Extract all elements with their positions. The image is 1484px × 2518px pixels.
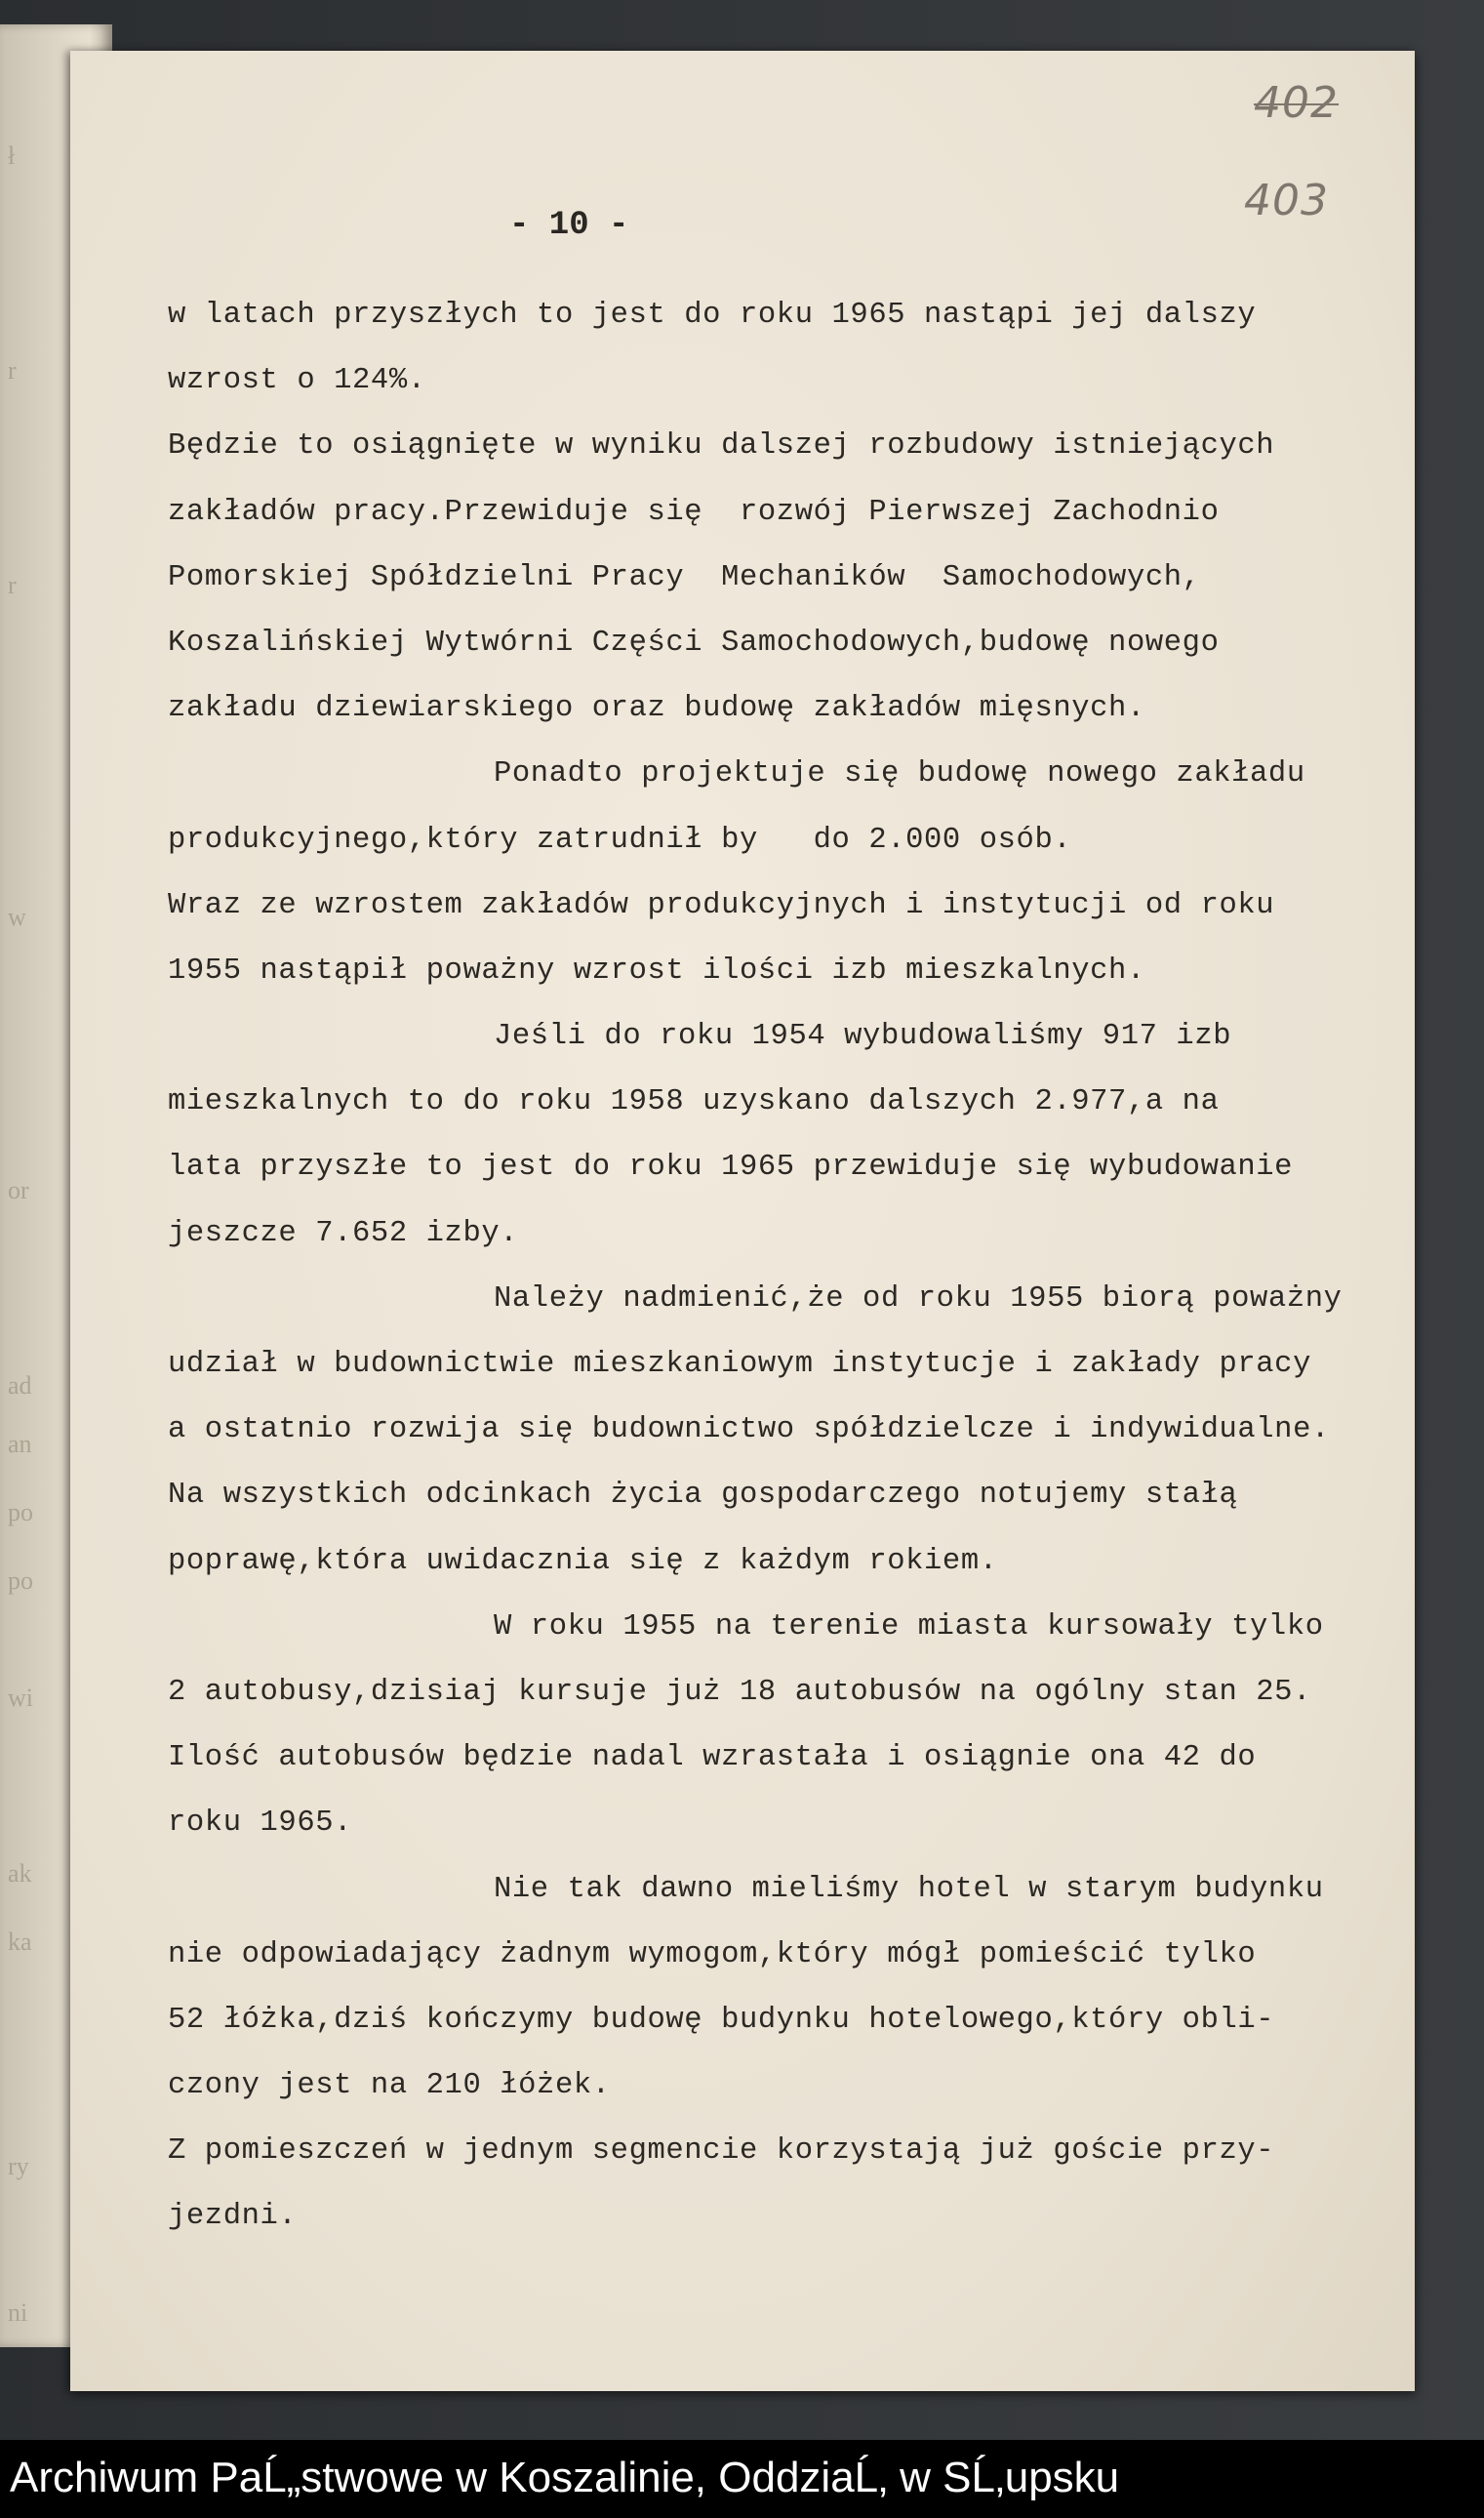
text-line: Wraz ze wzrostem zakładów produkcyjnych i instytucji od roku (168, 888, 1275, 922)
text-line: lata przyszłe to jest do roku 1965 przewiduje się wybudowanie (168, 1151, 1294, 1185)
text-line: Będzie to osiągnięte w wyniku dalszej rozbudowy istniejących (168, 429, 1275, 464)
adjacent-page-bleed: ł r r w or ad an po po wi ak ka ry ni (8, 142, 33, 2327)
text-line: jezdni. (168, 2200, 298, 2234)
text-line: W roku 1955 na terenie miasta kursowały tylko (494, 1609, 1324, 1644)
text-line: Koszalińskiej Wytwórni Części Samochodowych,budowę nowego (168, 626, 1220, 660)
text-line: poprawę,która uwidacznia się z każdym rokiem. (168, 1544, 998, 1578)
archive-caption: Archiwum PaĹ„stwowe w Koszalinie, OddziaĹ‚ w SĹ‚upsku (10, 2454, 1120, 2501)
text-line: 52 łóżka,dziś kończymy budowę budynku hotelowego,który obli- (168, 2003, 1275, 2037)
text-line: a ostatnio rozwija się budownictwo spółdzielcze i indywidualne. (168, 1413, 1330, 1447)
text-line: Ponadto projektuje się budowę nowego zakładu (494, 757, 1305, 792)
text-line: zakładów pracy.Przewiduje się rozwój Pierwszej Zachodnio (168, 495, 1220, 529)
text-line: Z pomieszczeń w jednym segmencie korzystają już goście przy- (168, 2134, 1275, 2169)
text-line: Pomorskiej Spółdzielni Pracy Mechaników Samochodowych, (168, 560, 1201, 594)
text-line: jeszcze 7.652 izby. (168, 1216, 519, 1250)
text-line: czony jest na 210 łóżek. (168, 2069, 611, 2103)
text-line: w latach przyszłych to jest do roku 1965 nastąpi jej dalszy (168, 299, 1257, 332)
text-line: roku 1965. (168, 1807, 353, 1841)
text-line: wzrost o 124%. (168, 364, 426, 398)
text-line: Ilość autobusów będzie nadal wzrastała i osiągnie ona 42 do (168, 1741, 1257, 1775)
document-page (70, 51, 1415, 2391)
text-line: 2 autobusy,dzisiaj kursuje już 18 autobusów na ogólny stan 25. (168, 1675, 1311, 1709)
folio-number-struck: 402 (1254, 78, 1339, 128)
text-line: Nie tak dawno mieliśmy hotel w starym budynku (494, 1872, 1324, 1906)
archive-caption-bar (0, 2440, 1484, 2518)
typewritten-text (168, 283, 1405, 2251)
text-line: udział w budownictwie mieszkaniowym instytucje i zakłady pracy (168, 1348, 1311, 1381)
folio-number: 403 (1244, 176, 1329, 225)
text-line: 1955 nastąpił poważny wzrost ilości izb mieszkalnych. (168, 954, 1145, 988)
page-number: - 10 - (509, 207, 629, 244)
text-line: Należy nadmienić,że od roku 1955 biorą poważny (494, 1281, 1343, 1316)
text-line: Jeśli do roku 1954 wybudowaliśmy 917 izb (494, 1020, 1232, 1054)
text-line: Na wszystkich odcinkach życia gospodarczego notujemy stałą (168, 1479, 1238, 1513)
text-line: produkcyjnego,który zatrudnił by do 2.000 osób. (168, 823, 1072, 857)
text-line: nie odpowiadający żadnym wymogom,który mógł pomieścić tylko (168, 1937, 1257, 1971)
text-line: zakładu dziewiarskiego oraz budowę zakładów mięsnych. (168, 692, 1145, 726)
text-line: mieszkalnych to do roku 1958 uzyskano dalszych 2.977,a na (168, 1085, 1220, 1119)
